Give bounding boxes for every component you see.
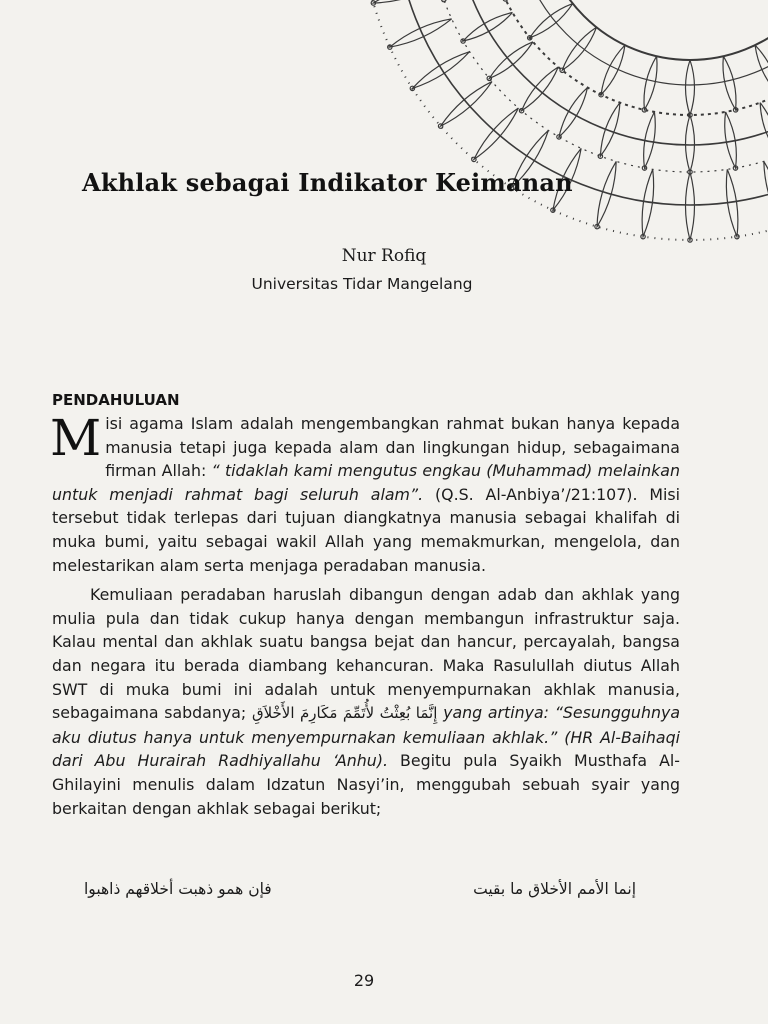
section-heading: PENDAHULUAN xyxy=(52,391,180,409)
paragraph-intro xyxy=(50,409,680,577)
author-name: Nur Rofiq xyxy=(341,246,427,266)
hadith-translation: yang artinya: “Sesungguhnya aku diutus hanya untuk menyempurnakan kemuliaan akhlak.” (HR Al-Baihaqi dari Abu Hurairah Radhiyallahu ‘Anhu). xyxy=(52,703,680,771)
paragraph-intro-text: isi agama Islam adalah mengembangkan rahmat bukan hanya kepada manusia tetapi juga kepada alam dan lingkungan hidup, sebagaimana firman Allah: xyxy=(105,414,680,481)
paragraph-akhlak-text-end: Begitu pula Syaikh Musthafa Al-Ghilayini menulis dalam Idzatun Nasyi’in, menggubah sebuah syair yang berkaitan dengan akhlak sebagai berikut; xyxy=(52,751,680,818)
drop-cap: M xyxy=(50,409,102,467)
arabic-poem xyxy=(84,880,636,910)
paragraph-akhlak xyxy=(52,583,680,820)
paragraph-akhlak-text: Kemuliaan peradaban haruslah dibangun dengan adab dan akhlak yang mulia pula dan tidak cukup hanya dengan membangun infrastruktur saja. Kalau mental dan akhlak suatu bangsa bejat dan hancur, percayalah, bangsa dan negara itu berada diambang kehancuran. Maka Rasulullah diutus Allah SWT di muka bumi ini adalah untuk menyempurnakan akhlak manusia, sebagaimana sabdanya; xyxy=(52,585,680,723)
article-title: Akhlak sebagai Indikator Keimanan xyxy=(82,168,573,197)
hadith-arabic: إِنَّمَا بُعِثْتُ لأُتَمِّمَ مَكَارِمَ الأَخْلاَقِ xyxy=(251,704,438,723)
page-number: 29 xyxy=(353,971,375,990)
author-affiliation: Universitas Tidar Mangelang xyxy=(251,275,473,293)
poem-verse-second: فإن همو ذهبت أخلاقهم ذاهبوا xyxy=(84,880,272,898)
quran-quote: “ tidaklah kami mengutus engkau (Muhammad) melainkan untuk menjadi rahmat bagi seluruh alam”. xyxy=(52,461,680,504)
poem-verse-first: إنما الأمم الأخلاق ما بقيت xyxy=(473,880,636,898)
body-text xyxy=(50,409,680,820)
paragraph-intro-text-end: (Q.S. Al-Anbiya’/21:107). Misi tersebut tidak terlepas dari tujuan diangkatnya manusia sebagai khalifah di muka bumi, yaitu sebagai wakil Allah yang memakmurkan, mengelola, dan melestarikan alam serta menjaga peradaban manusia. xyxy=(52,484,680,575)
